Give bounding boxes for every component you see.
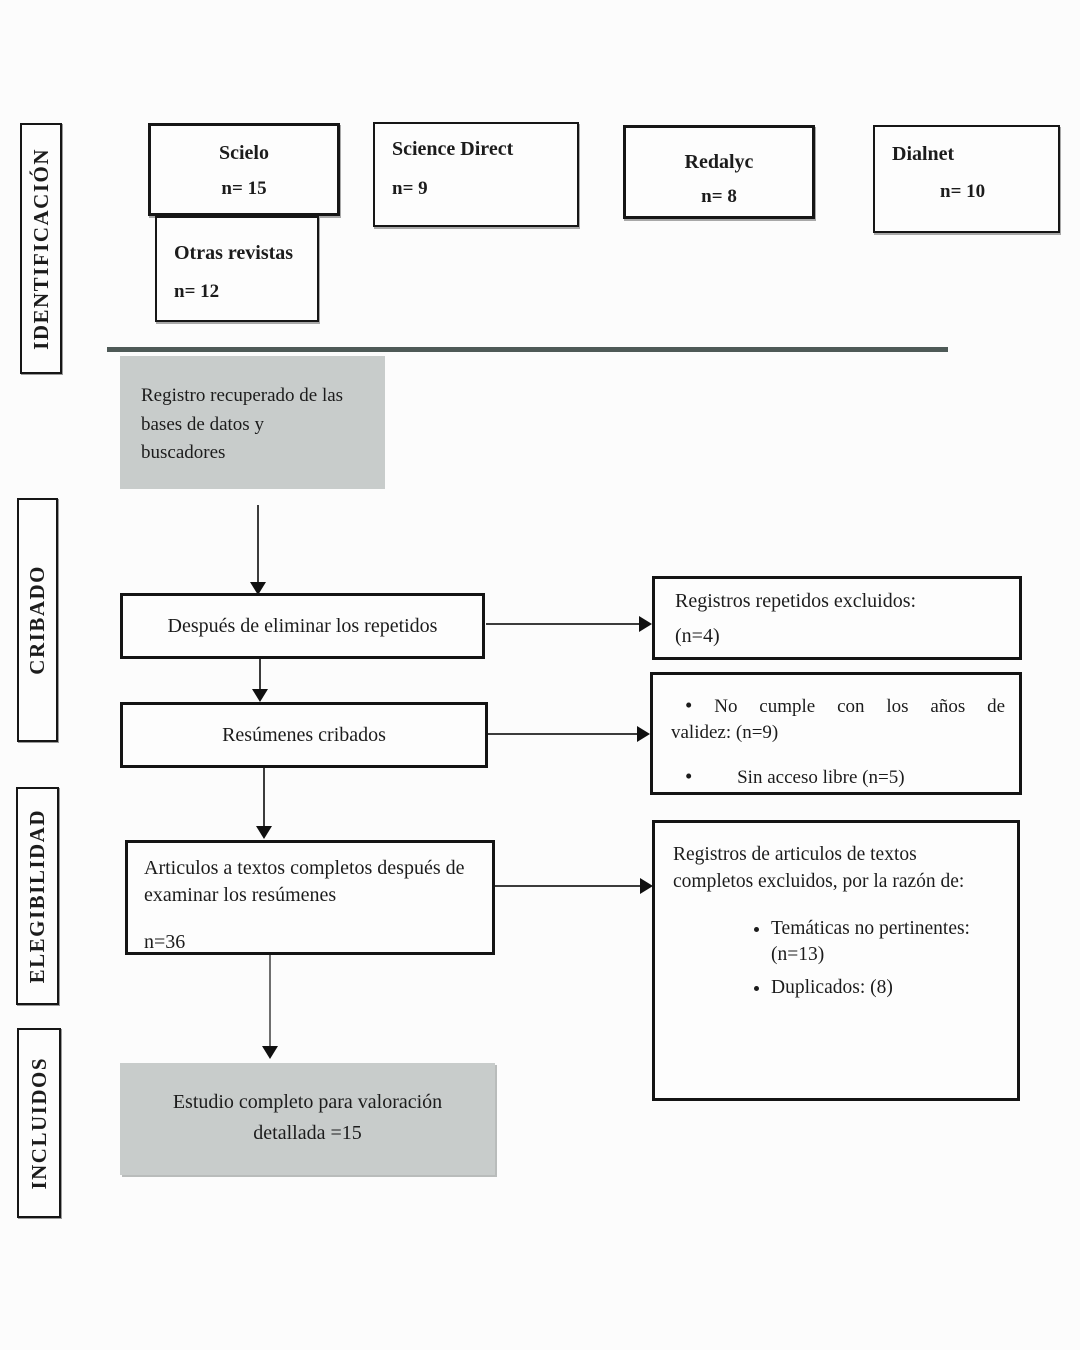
source-name: Science Direct bbox=[392, 138, 514, 160]
fulltext-line: Articulos a textos completos después de bbox=[144, 857, 465, 879]
arrow-right-2 bbox=[488, 733, 638, 735]
included-line: detallada =15 bbox=[253, 1122, 362, 1144]
screening-excluded-box bbox=[650, 672, 1022, 795]
arrowhead-down-icon bbox=[252, 689, 268, 702]
retrieved-line: bases de datos y bbox=[141, 413, 264, 435]
stage-label-identificacion: IDENTIFICACIÓN bbox=[28, 147, 53, 350]
after-duplicates-box bbox=[120, 593, 485, 659]
after-duplicates-label: Después de eliminar los repetidos bbox=[167, 614, 438, 637]
stage-label-elegibilidad: ELEGIBILIDAD bbox=[25, 808, 49, 984]
source-count: n= 8 bbox=[701, 186, 737, 207]
section-divider bbox=[107, 347, 948, 352]
screening-excluded-bullet-1-wrap: validez: (n=9) bbox=[671, 721, 779, 743]
included-line: Estudio completo para valoración bbox=[172, 1091, 443, 1113]
duplicates-excluded-count: (n=4) bbox=[675, 625, 720, 647]
source-count: n= 12 bbox=[174, 281, 220, 302]
abstracts-screened-label: Resúmenes cribados bbox=[222, 723, 386, 746]
duplicates-excluded-title: Registros repetidos excluidos: bbox=[675, 590, 917, 612]
arrow-down-1 bbox=[257, 505, 259, 583]
stage-box-identificacion bbox=[20, 123, 62, 374]
stage-box-incluidos bbox=[17, 1028, 61, 1218]
arrowhead-right-icon bbox=[637, 726, 650, 742]
arrow-down-4 bbox=[269, 955, 271, 1047]
stage-box-elegibilidad bbox=[16, 787, 59, 1005]
source-box-otras-revistas bbox=[155, 216, 319, 322]
source-name: Scielo bbox=[219, 142, 269, 164]
fulltext-excluded-header: Registros de articulos de textos bbox=[673, 844, 917, 865]
arrow-right-1 bbox=[486, 623, 640, 625]
fulltext-excluded-box bbox=[652, 820, 1020, 1101]
arrow-right-3 bbox=[495, 885, 641, 887]
source-box-dialnet bbox=[873, 125, 1060, 233]
screening-excluded-text: Sin acceso libre (n=5) bbox=[737, 767, 905, 789]
source-name: Otras revistas bbox=[174, 242, 294, 264]
fulltext-excluded-bullet-2 bbox=[771, 975, 1005, 1001]
screening-excluded-bullet-2 bbox=[671, 762, 1005, 791]
included-studies-box bbox=[120, 1063, 495, 1175]
duplicates-excluded-box bbox=[652, 576, 1022, 660]
bullet-icon bbox=[685, 691, 692, 720]
fulltext-articles-box bbox=[125, 840, 495, 955]
source-count: n= 15 bbox=[221, 178, 267, 199]
arrow-down-2 bbox=[259, 659, 261, 690]
arrow-down-3 bbox=[263, 768, 265, 827]
stage-box-cribado bbox=[17, 498, 58, 742]
source-box-redalyc bbox=[623, 125, 815, 219]
fulltext-count: n=36 bbox=[144, 931, 186, 953]
abstracts-screened-box bbox=[120, 702, 488, 768]
source-name: Dialnet bbox=[892, 143, 955, 165]
source-box-scielo bbox=[148, 123, 340, 216]
stage-label-incluidos: INCLUIDOS bbox=[26, 1056, 51, 1190]
source-count: n= 9 bbox=[392, 178, 428, 199]
screening-excluded-text: No cumple con los años de bbox=[714, 696, 1006, 717]
retrieved-records-box bbox=[120, 356, 385, 489]
source-box-science-direct bbox=[373, 122, 579, 227]
arrowhead-down-icon bbox=[256, 826, 272, 839]
fulltext-line: examinar los resúmenes bbox=[144, 884, 337, 906]
arrowhead-down-icon bbox=[262, 1046, 278, 1059]
stage-label-cribado: CRIBADO bbox=[25, 565, 49, 675]
fulltext-excluded-list bbox=[673, 916, 1005, 1002]
fulltext-excluded-bullet-1 bbox=[771, 916, 1005, 969]
fulltext-excluded-text: • Temáticas no pertinentes: bbox=[771, 917, 970, 939]
fulltext-excluded-header: completos excluidos, por la razón de: bbox=[673, 871, 965, 893]
retrieved-line: buscadores bbox=[141, 442, 226, 463]
fulltext-excluded-text: • Duplicados: (8) bbox=[771, 977, 893, 999]
retrieved-line: Registro recuperado de las bbox=[141, 385, 344, 406]
bullet-icon bbox=[685, 762, 692, 791]
arrowhead-right-icon bbox=[639, 616, 652, 632]
source-count: n= 10 bbox=[940, 181, 986, 202]
screening-excluded-bullet-1 bbox=[671, 691, 1005, 720]
fulltext-excluded-count: (n=13) bbox=[771, 943, 825, 965]
source-name: Redalyc bbox=[684, 151, 754, 173]
